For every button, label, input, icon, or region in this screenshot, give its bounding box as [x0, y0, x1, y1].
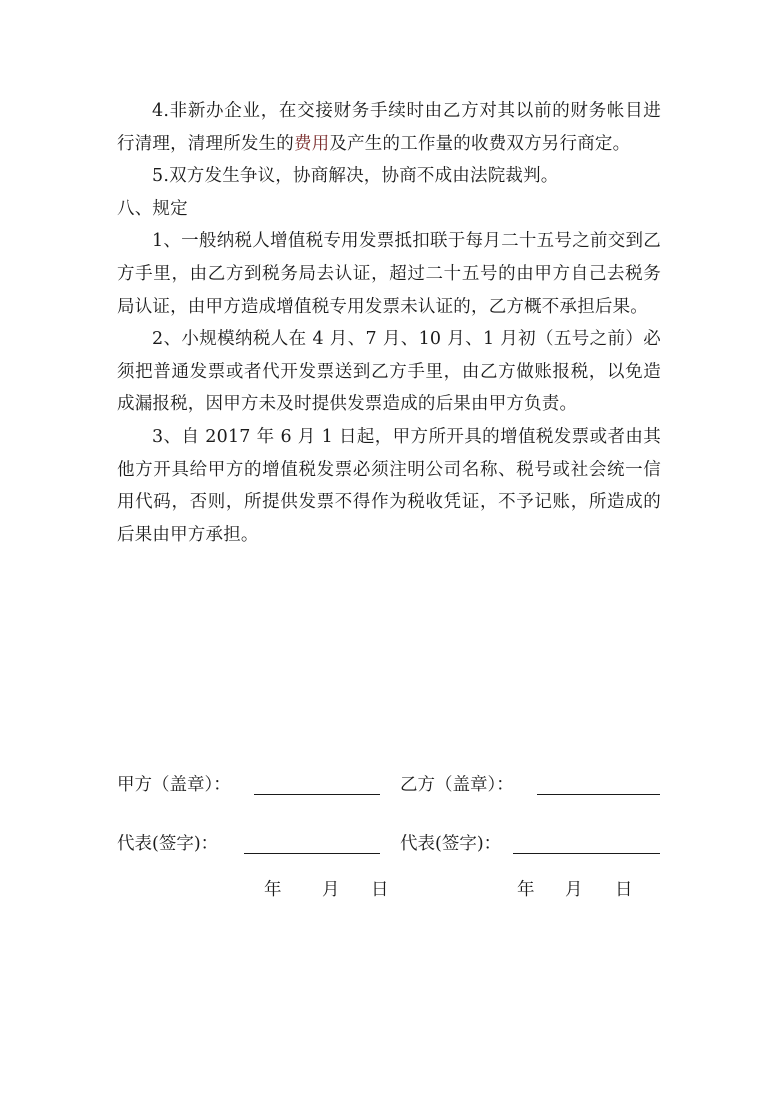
party-a-seal-line[interactable]: [254, 794, 380, 795]
clause-4-text-end: 及产生的工作量的收费双方另行商定。: [329, 133, 631, 154]
clause-4-text-start: 4.非新办企业，在交接财务手续时由乙方对其以前的财务帐目进行清理，清理所发生的: [117, 101, 661, 154]
party-a-year-label: 年: [264, 880, 282, 900]
representative-row: [117, 829, 661, 859]
party-b-month-label: 月: [565, 880, 583, 900]
party-a-day-label: 日: [371, 880, 389, 900]
party-b-signature-line[interactable]: [513, 853, 660, 854]
party-a-signature-line[interactable]: [244, 853, 380, 854]
date-row: [117, 875, 661, 905]
party-b-year-label: 年: [517, 880, 535, 900]
clause-4: [117, 95, 661, 160]
seal-row: [117, 770, 661, 800]
party-a-seal-label: 甲方（盖章）：: [117, 775, 231, 795]
clause-5: 5.双方发生争议，协商解决，协商不成由法院裁判。: [152, 166, 559, 187]
party-b-seal-line[interactable]: [537, 794, 660, 795]
party-b-seal-label: 乙方（盖章）：: [400, 775, 514, 795]
party-a-month-label: 月: [322, 880, 340, 900]
party-b-rep-label: 代表(签字)：: [400, 834, 502, 854]
party-b-day-label: 日: [615, 880, 633, 900]
contract-body: [117, 95, 661, 551]
rule-1: 1、一般纳税人增值税专用发票抵扣联于每月二十五号之前交到乙方手里，由乙方到税务局去认证，超过二十五号的由甲方自己去税务局认证，由甲方造成增值税专用发票未认证的，乙方概不承担后果。: [117, 231, 661, 317]
rule-2: 2、小规模纳税人在 4 月、7 月、10 月、1 月初（五号之前）必须把普通发票或者代开发票送到乙方手里，由乙方做账报税，以免造成漏报税，因甲方未及时提供发票造成的后果由甲方负责。: [117, 329, 661, 415]
clause-4-highlight: 费用: [294, 133, 330, 154]
rule-3: 3、自 2017 年 6 月 1 日起，甲方所开具的增值税发票或者由其他方开具给甲方的增值税发票必须注明公司名称、税号或社会统一信用代码，否则，所提供发票不得作为税收凭证，不予记账，所造成的后果由甲方承担。: [117, 426, 661, 545]
section-heading: 八、规定: [117, 198, 188, 219]
party-a-rep-label: 代表(签字)：: [117, 834, 219, 854]
